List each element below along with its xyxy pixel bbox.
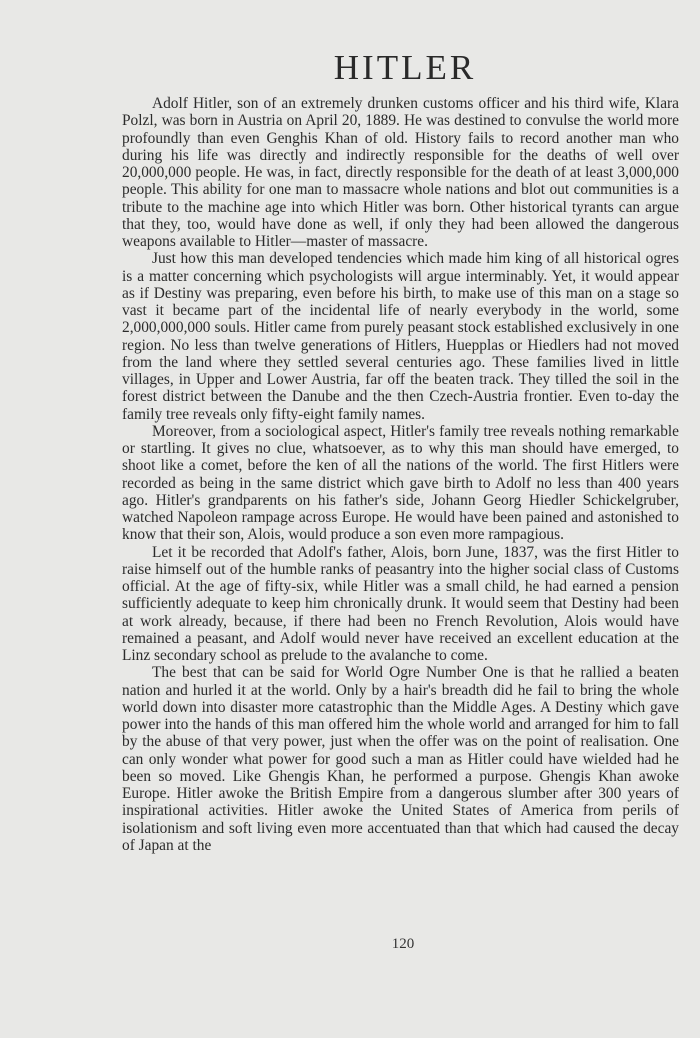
chapter-title: HITLER xyxy=(333,48,477,87)
paragraph-5: The best that can be said for World Ogre Number One is that he rallied a beaten nation and hurled it at the world. Only by a hair's breadth did he fail to bring the whole world down into disaster more catastrophic than the Middle Ages. A Destiny which gave power into the hands of this man offered him the whole world and arranged for him to fall by the abuse of that very power, just when the offer was on the point of realisation. One can only wonder what power for good such a man as Hitler could have wielded had he been so moved. Like Ghengis Khan, he performed a purpose. Ghengis Khan awoke Europe. Hitler awoke the British Empire from a dangerous slumber after 300 years of inspirational activities. Hitler awoke the United States of America from perils of isolationism and soft living even more accentuated than that which had caused the decay of Japan at the xyxy=(122,664,679,854)
paragraph-4: Let it be recorded that Adolf's father, Alois, born June, 1837, was the first Hitler to raise himself out of the humble ranks of peasantry into the higher social class of Customs official. At the age of fifty-six, while Hitler was a small child, he had earned a pension sufficiently adequate to keep him chronically drunk. It would seem that Destiny had been at work already, because, if there had been no French Revolution, Alois would have remained a peasant, and Adolf would never have received an excellent education at the Linz secondary school as prelude to the avalanche to come. xyxy=(122,543,679,664)
page-number: 120 xyxy=(391,936,415,952)
paragraph-3: Moreover, from a sociological aspect, Hitler's family tree reveals nothing remarkable or startling. It gives no clue, whatsoever, as to why this man should have emerged, to shoot like a comet, before the ken of all the nations of the world. The first Hitlers were recorded as being in the same district which gave birth to Adolf no less than 400 years ago. Hitler's grandparents on his father's side, Johann Georg Hiedler Schickelgruber, watched Napoleon rampage across Europe. He would have been pained and astonished to know that their son, Alois, would produce a son even more rampagious. xyxy=(122,422,679,544)
paragraph-1: Adolf Hitler, son of an extremely drunken customs officer and his third wife, Klara Polzl, was born in Austria on April 20, 1889. He was destined to convulse the world more profoundly than even Genghis Khan of old. History fails to record another man who during his life was directly and indirectly responsible for the deaths of well over 20,000,000 people. He was, in fact, directly responsible for the death of at least 3,000,000 people. This ability for one man to massacre whole nations and blot out communities is a tribute to the machine age into which Hitler was born. Other historical tyrants can argue that they, too, would have done as well, if only they had been allowed the dangerous weapons available to Hitler—master of massacre. xyxy=(122,95,679,250)
body-text xyxy=(122,95,679,854)
paragraph-2: Just how this man developed tendencies which made him king of all historical ogres is a matter concerning which psychologists will argue interminably. Yet, it would appear as if Destiny was preparing, even before his birth, to make use of this man on a stage so vast it became part of the incidental life of nearly everybody in the world, some 2,000,000,000 souls. Hitler came from purely peasant stock established exclusively in one region. No less than twelve generations of Hitlers, Huepplas or Hiedlers had not moved from the land where they settled several centuries ago. These families lived in little villages, in Upper and Lower Austria, far off the beaten track. They tilled the soil in the forest district between the Danube and the then Czech-Austria frontier. Even to-day the family tree reveals only fifty-eight family names. xyxy=(122,250,679,423)
